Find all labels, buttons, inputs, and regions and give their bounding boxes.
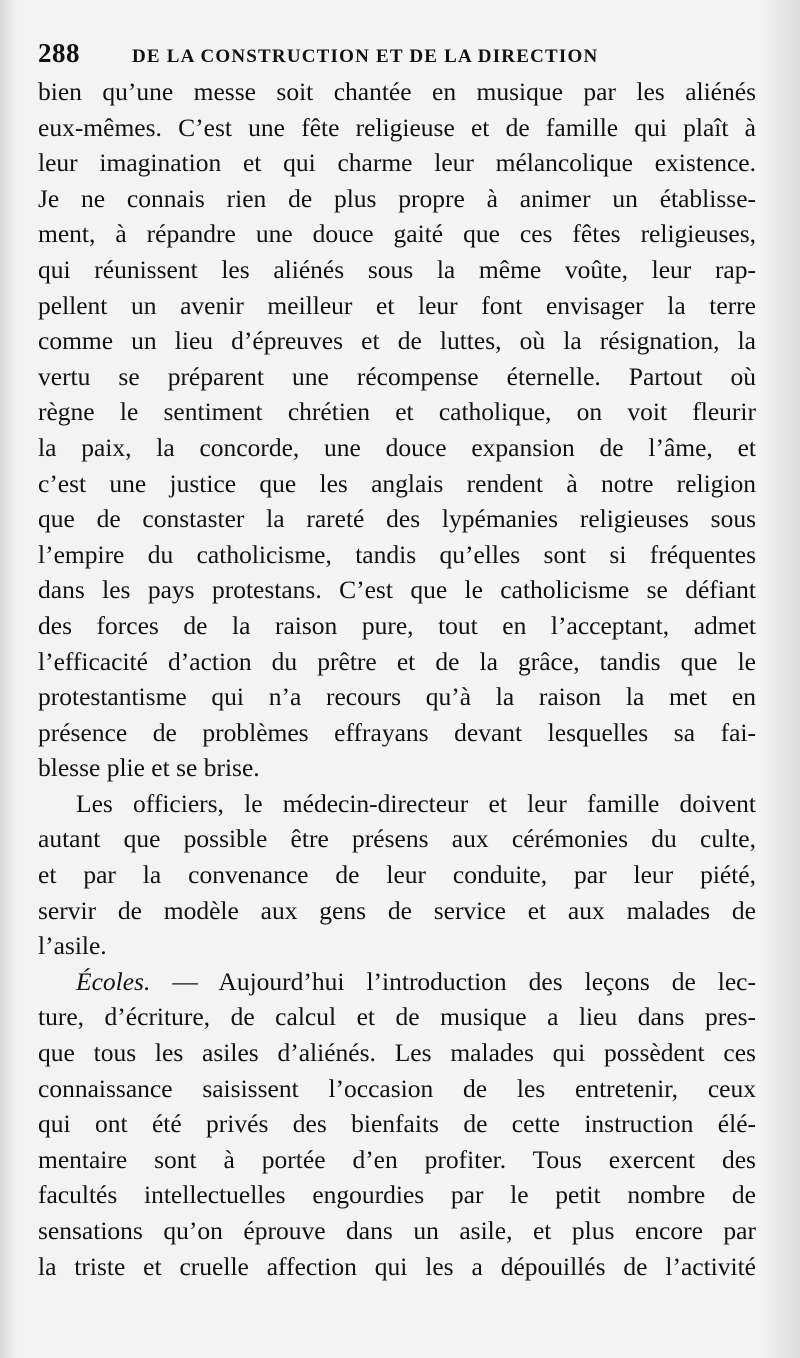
text-line	[38, 1035, 756, 1071]
text-line	[38, 679, 756, 715]
text-line	[38, 359, 756, 395]
text-line	[38, 252, 756, 288]
text-line	[38, 288, 756, 324]
text-line	[38, 750, 756, 786]
text-line	[38, 608, 756, 644]
line-text: mentaire sont à portée d’en profiter. Tous exercent des	[38, 1144, 756, 1174]
text-line	[38, 893, 756, 929]
text-line	[38, 964, 756, 1000]
text-line	[38, 1213, 756, 1249]
line-text: que tous les asiles d’aliénés. Les malades qui possèdent ces	[38, 1038, 756, 1068]
line-text: leur imagination et qui charme leur mélancolique existence.	[38, 148, 756, 178]
line-text: protestantisme qui n’a recours qu’à la raison la met en	[38, 682, 756, 712]
line-text: l’asile.	[38, 931, 107, 961]
line-text: que de constaster la rareté des lypémanies religieuses sous	[38, 504, 756, 534]
line-text: autant que possible être présens aux cérémonies du culte,	[38, 824, 756, 854]
line-text: ture, d’écriture, de calcul et de musique a lieu dans pres-	[38, 1002, 756, 1032]
text-line	[38, 466, 756, 502]
text-line	[38, 786, 756, 822]
line-text: qui ont été privés des bienfaits de cette instruction élé-	[38, 1109, 756, 1139]
text-line	[38, 572, 756, 608]
line-text: vertu se préparent une récompense éternelle. Partout où	[38, 361, 756, 391]
text-line	[38, 857, 756, 893]
text-line	[38, 537, 756, 573]
page-header	[38, 38, 738, 68]
text-line	[38, 999, 756, 1035]
line-text: et par la convenance de leur conduite, par leur piété,	[38, 860, 756, 890]
text-line	[38, 145, 756, 181]
text-line	[38, 1249, 756, 1285]
text-line	[38, 501, 756, 537]
text-line	[38, 644, 756, 680]
section-heading: Écoles.	[76, 966, 151, 996]
running-title: DE LA CONSTRUCTION ET DE LA DIRECTION	[132, 46, 599, 67]
line-text: facultés intellectuelles engourdies par le petit nombre de	[38, 1180, 756, 1210]
text-line	[38, 715, 756, 751]
text-line	[38, 323, 756, 359]
line-text: comme un lieu d’épreuves et de luttes, où la résignation, la	[38, 326, 756, 356]
text-line	[38, 1177, 756, 1213]
line-text: dans les pays protestans. C’est que le catholicisme se défiant	[38, 575, 756, 605]
text-line	[38, 394, 756, 430]
text-line	[38, 928, 756, 964]
text-line	[38, 216, 756, 252]
line-text: — Aujourd’hui l’introduction des leçons de lec-	[150, 966, 756, 996]
text-line	[38, 1142, 756, 1178]
line-text: règne le sentiment chrétien et catholique, on voit fleurir	[38, 397, 756, 427]
line-text: présence de problèmes effrayans devant lesquelles sa fai-	[38, 717, 756, 747]
line-text: l’efficacité d’action du prêtre et de la grâce, tandis que le	[38, 646, 756, 676]
line-text: pellent un avenir meilleur et leur font envisager la terre	[38, 290, 756, 320]
text-line	[38, 74, 756, 110]
line-text: Je ne connais rien de plus propre à animer un établisse-	[38, 183, 756, 213]
text-line	[38, 821, 756, 857]
text-line	[38, 1071, 756, 1107]
text-line	[38, 430, 756, 466]
line-text: servir de modèle aux gens de service et aux malades de	[38, 895, 756, 925]
text-line	[38, 1106, 756, 1142]
line-text: blesse plie et se brise.	[38, 753, 260, 783]
page-number: 288	[38, 38, 80, 68]
line-text: bien qu’une messe soit chantée en musique par les aliénés	[38, 77, 756, 106]
line-text: qui réunissent les aliénés sous la même voûte, leur rap-	[38, 254, 756, 284]
line-text: la paix, la concorde, une douce expansion de l’âme, et	[38, 432, 756, 462]
line-text: sensations qu’on éprouve dans un asile, et plus encore par	[38, 1216, 756, 1245]
line-text: l’empire du catholicisme, tandis qu’elles sont si fréquentes	[38, 539, 756, 569]
line-text: eux-mêmes. C’est une fête religieuse et de famille qui plaît à	[38, 112, 756, 142]
line-text: Les officiers, le médecin-directeur et leur famille doivent	[76, 788, 756, 818]
body-text	[38, 74, 756, 1284]
line-text: la triste et cruelle affection qui les a dépouillés de l’activité	[38, 1251, 756, 1281]
line-text: connaissance saisissent l’occasion de les entretenir, ceux	[38, 1073, 756, 1103]
text-line	[38, 181, 756, 217]
line-text: des forces de la raison pure, tout en l’acceptant, admet	[38, 610, 756, 640]
line-text: c’est une justice que les anglais rendent à notre religion	[38, 468, 756, 498]
text-line	[38, 110, 756, 146]
line-text: ment, à répandre une douce gaité que ces fêtes religieuses,	[38, 219, 756, 249]
